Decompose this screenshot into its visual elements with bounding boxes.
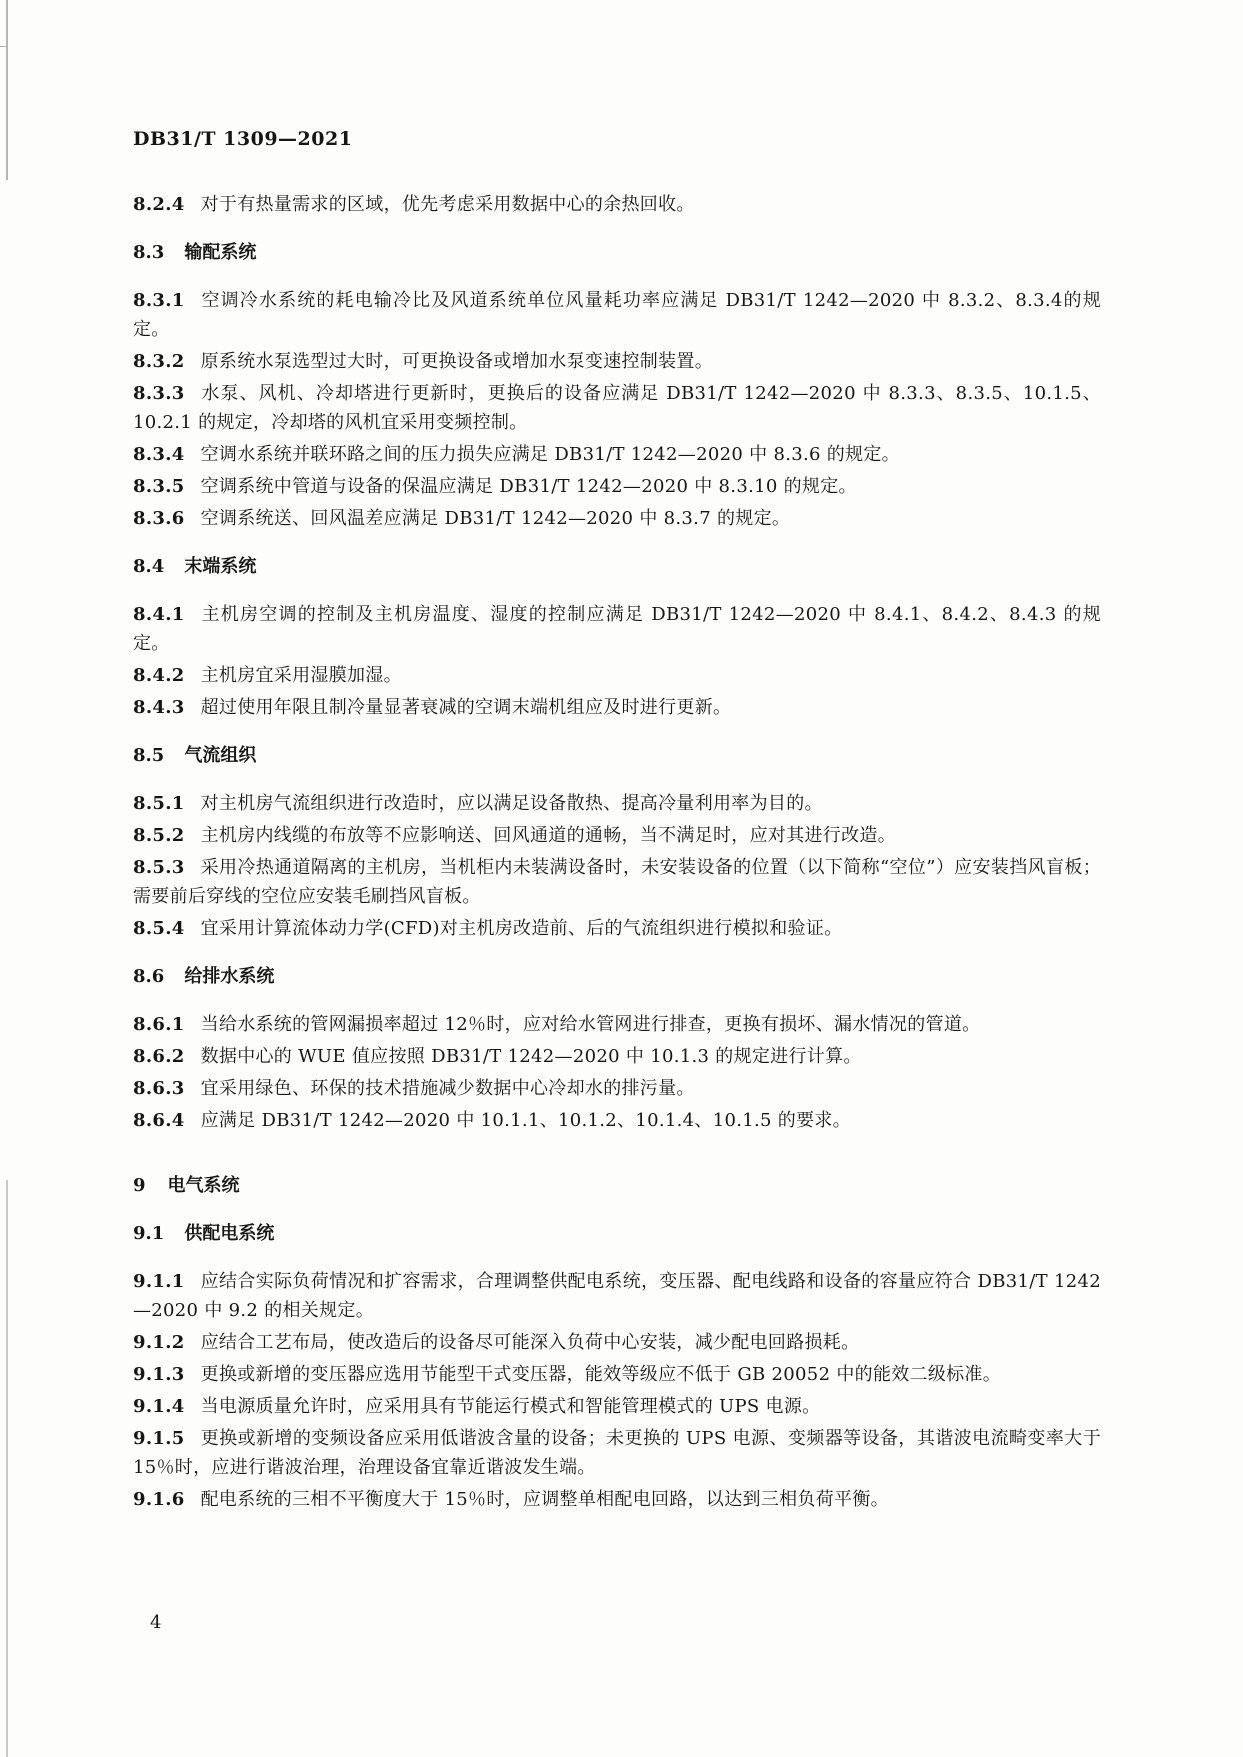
clause-text: 原系统水泵选型过大时，可更换设备或增加水泵变速控制装置。 (200, 351, 714, 372)
clause-9-1-2 (133, 1328, 1101, 1357)
document-body (133, 190, 1101, 1517)
clause-number: 8.6.1 (133, 1014, 185, 1035)
clause-number: 9.1.3 (133, 1364, 185, 1385)
clause-text: 超过使用年限且制冷量显著衰减的空调末端机组应及时进行更新。 (200, 697, 732, 718)
clause-number: 9.1 (133, 1223, 165, 1244)
clause-number: 8.5.3 (133, 857, 185, 878)
heading-8-5 (133, 741, 1101, 770)
clause-text: 空调水系统并联环路之间的压力损失应满足 DB31/T 1242—2020 中 8.3.6 的规定。 (200, 444, 900, 465)
clause-text: 宜采用计算流体动力学(CFD)对主机房改造前、后的气流组织进行模拟和验证。 (200, 918, 843, 939)
clause-number: 8.3.1 (133, 290, 185, 311)
clause-9-1-6 (133, 1485, 1101, 1514)
clause-number: 9.1.2 (133, 1332, 185, 1353)
clause-8-2-4 (133, 190, 1101, 219)
clause-number: 8.3.5 (133, 476, 185, 497)
heading-8-3 (133, 238, 1101, 267)
clause-8-6-2 (133, 1042, 1101, 1071)
clause-8-5-4 (133, 914, 1101, 943)
clause-number: 8.5.1 (133, 793, 185, 814)
clause-8-4-1 (133, 600, 1101, 658)
clause-number: 9.1.5 (133, 1428, 185, 1449)
clause-text: 宜采用绿色、环保的技术措施减少数据中心冷却水的排污量。 (200, 1078, 695, 1099)
clause-text: 主机房宜采用湿膜加湿。 (200, 665, 402, 686)
clause-number: 9.1.6 (133, 1489, 185, 1510)
heading-8-4 (133, 552, 1101, 581)
clause-8-4-3 (133, 693, 1101, 722)
clause-text: 应结合实际负荷情况和扩容需求，合理调整供配电系统，变压器、配电线路和设备的容量应符合 DB31/T 1242—2020 中 9.2 的相关规定。 (133, 1271, 1101, 1321)
clause-text: 当给水系统的管网漏损率超过 12％时，应对给水管网进行排查，更换有损坏、漏水情况的管道。 (200, 1014, 981, 1035)
clause-text: 主机房内线缆的布放等不应影响送、回风通道的通畅，当不满足时，应对其进行改造。 (200, 825, 897, 846)
heading-8-6 (133, 962, 1101, 991)
clause-text: 电气系统 (167, 1175, 240, 1196)
clause-8-4-2 (133, 661, 1101, 690)
clause-9-1-4 (133, 1392, 1101, 1421)
clause-number: 8.3.4 (133, 444, 185, 465)
clause-text: 供配电系统 (184, 1223, 275, 1244)
clause-9-1-1 (133, 1267, 1101, 1325)
clause-number: 8.3.3 (133, 383, 185, 404)
scan-mark (0, 46, 6, 47)
clause-number: 8.3.6 (133, 508, 185, 529)
document-code: DB31/T 1309—2021 (133, 128, 353, 150)
clause-text: 气流组织 (184, 745, 257, 766)
clause-8-3-1 (133, 286, 1101, 344)
clause-number: 8.5.4 (133, 918, 185, 939)
clause-8-6-4 (133, 1106, 1101, 1135)
clause-number: 8.6.4 (133, 1110, 185, 1131)
clause-number: 8.6 (133, 966, 165, 987)
clause-text: 空调系统中管道与设备的保温应满足 DB31/T 1242—2020 中 8.3.10 的规定。 (200, 476, 857, 497)
clause-number: 8.3.2 (133, 351, 185, 372)
clause-text: 输配系统 (184, 242, 257, 263)
clause-number: 8.2.4 (133, 194, 185, 215)
clause-number: 8.3 (133, 242, 165, 263)
clause-number: 8.4.2 (133, 665, 185, 686)
scan-edge (6, 0, 8, 1757)
page-number: 4 (150, 1612, 162, 1633)
clause-8-3-6 (133, 504, 1101, 533)
clause-number: 8.5 (133, 745, 165, 766)
clause-text: 更换或新增的变频设备应采用低谐波含量的设备；未更换的 UPS 电源、变频器等设备，其谐波电流畸变率大于 15％时，应进行谐波治理，治理设备宜靠近谐波发生端。 (133, 1428, 1101, 1478)
clause-text: 应结合工艺布局，使改造后的设备尽可能深入负荷中心安装，减少配电回路损耗。 (200, 1332, 860, 1353)
clause-8-3-3 (133, 379, 1101, 437)
clause-number: 8.6.3 (133, 1078, 185, 1099)
clause-8-3-2 (133, 347, 1101, 376)
heading-9 (133, 1171, 1101, 1200)
clause-text: 水泵、风机、冷却塔进行更新时，更换后的设备应满足 DB31/T 1242—2020 中 8.3.3、8.3.5、10.1.5、10.2.1 的规定，冷却塔的风机宜采用变频控制。 (133, 383, 1101, 433)
clause-number: 9 (133, 1175, 146, 1196)
clause-9-1-3 (133, 1360, 1101, 1389)
clause-text: 数据中心的 WUE 值应按照 DB31/T 1242—2020 中 10.1.3 的规定进行计算。 (200, 1046, 862, 1067)
clause-8-3-4 (133, 440, 1101, 469)
clause-number: 8.6.2 (133, 1046, 185, 1067)
clause-text: 更换或新增的变压器应选用节能型干式变压器，能效等级应不低于 GB 20052 中的能效二级标准。 (200, 1364, 1002, 1385)
clause-text: 空调冷水系统的耗电输冷比及风道系统单位风量耗功率应满足 DB31/T 1242—2020 中 8.3.2、8.3.4的规定。 (133, 290, 1101, 340)
clause-text: 对于有热量需求的区域，优先考虑采用数据中心的余热回收。 (200, 194, 695, 215)
clause-text: 配电系统的三相不平衡度大于 15％时，应调整单相配电回路，以达到三相负荷平衡。 (200, 1489, 889, 1510)
clause-8-5-3 (133, 853, 1101, 911)
clause-8-6-3 (133, 1074, 1101, 1103)
clause-8-5-2 (133, 821, 1101, 850)
clause-number: 9.1.4 (133, 1396, 185, 1417)
clause-text: 对主机房气流组织进行改造时，应以满足设备散热、提高冷量利用率为目的。 (200, 793, 823, 814)
clause-number: 8.5.2 (133, 825, 185, 846)
clause-text: 当电源质量允许时，应采用具有节能运行模式和智能管理模式的 UPS 电源。 (200, 1396, 821, 1417)
clause-number: 8.4 (133, 556, 165, 577)
clause-8-5-1 (133, 789, 1101, 818)
clause-text: 采用冷热通道隔离的主机房，当机柜内未装满设备时，未安装设备的位置（以下简称“空位”）应安装挡风盲板；需要前后穿线的空位应安装毛刷挡风盲板。 (133, 857, 1101, 907)
clause-number: 8.4.1 (133, 604, 185, 625)
clause-9-1-5 (133, 1424, 1101, 1482)
clause-text: 主机房空调的控制及主机房温度、湿度的控制应满足 DB31/T 1242—2020 中 8.4.1、8.4.2、8.4.3 的规定。 (133, 604, 1101, 654)
clause-number: 9.1.1 (133, 1271, 185, 1292)
clause-text: 应满足 DB31/T 1242—2020 中 10.1.1、10.1.2、10.1.4、10.1.5 的要求。 (200, 1110, 851, 1131)
clause-text: 空调系统送、回风温差应满足 DB31/T 1242—2020 中 8.3.7 的规定。 (200, 508, 791, 529)
clause-8-3-5 (133, 472, 1101, 501)
clause-text: 末端系统 (184, 556, 257, 577)
clause-8-6-1 (133, 1010, 1101, 1039)
heading-9-1 (133, 1219, 1101, 1248)
clause-text: 给排水系统 (184, 966, 275, 987)
clause-number: 8.4.3 (133, 697, 185, 718)
